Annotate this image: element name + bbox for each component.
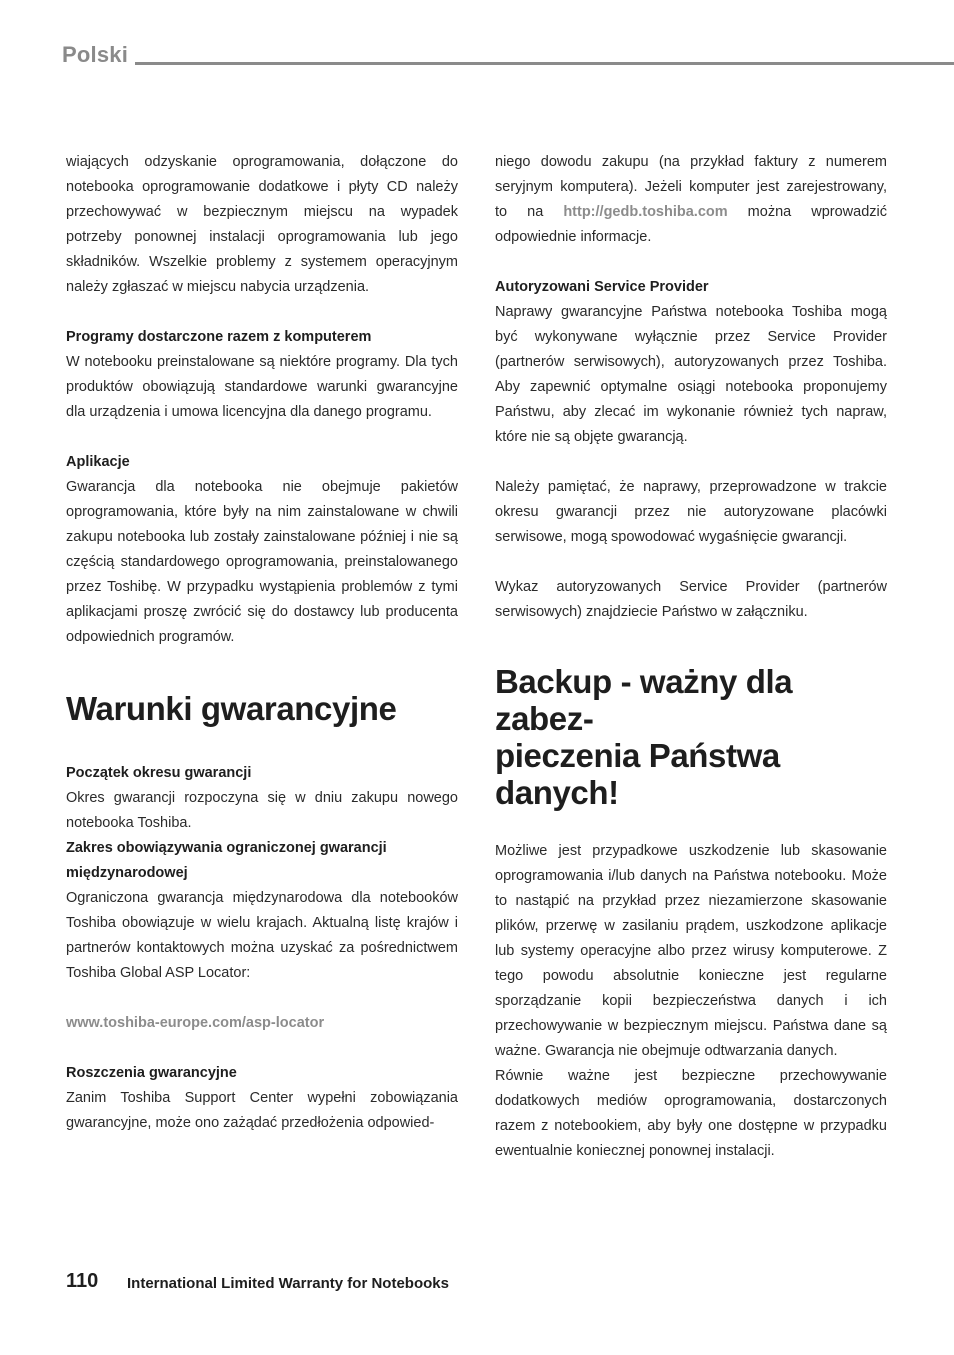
claims-paragraph: Zanim Toshiba Support Center wypełni zobowiązania gwarancyjne, może ono zażądać przedłożenia odpowied- [66, 1090, 458, 1131]
backup-paragraph-2: Równie ważne jest bezpieczne przechowywanie dodatkowych mediów oprogramowania, dostarczonych razem z notebookiem, aby były one dostępne w przypadku ewentualnie koniecznej ponownej instalacji. [495, 1068, 887, 1159]
asp-paragraph: Naprawy gwarancyjne Państwa notebooka Toshiba mogą być wykonywane wyłącznie przez Service Provider (partnerów serwisowych), autoryzowanych przez Toshiba. Aby zapewnić optymalne osiągi notebooka proponujemy Państwu, aby zlecać im wykonanie również tych napraw, które nie są objęte gwarancją. [495, 304, 887, 445]
apps-heading: Aplikacje [66, 454, 130, 470]
proof-paragraph: niego dowodu zakupu (na przykład faktury z numerem seryjnym komputera). Jeżeli komputer jest zarejestrowany, to na http://gedb.toshiba.com można wprowadzić odpowiednie informacje. [495, 154, 887, 245]
page-header [62, 42, 954, 72]
note-paragraph: Należy pamiętać, że naprawy, przeprowadzone w trakcie okresu gwarancji przez nie autoryzowane placówki serwisowe, mogą spowodować wygaśnięcie gwarancji. [495, 479, 887, 545]
right-column [495, 150, 887, 1164]
backup-paragraph-1: Możliwe jest przypadkowe uszkodzenie lub skasowanie oprogramowania i/lub danych na Państwa notebooku. Może to nastąpić na przykład przez niezamierzone skasowanie plików, przerwę w zasilaniu prądem, uszkodzone aplikacje lub systemy operacyjne albo przez wirusy komputerowe. Z tego powodu absolutnie konieczne jest regularne sporządzanie kopii bezpieczeństwa danych i ich przechowywanie w bezpiecznym miejscu. Państwa dane są ważne. Gwarancja nie obejmuje odtwarzania danych. [495, 843, 887, 1059]
footer-title: International Limited Warranty for Notebooks [127, 1275, 449, 1292]
backup-section-title: Backup - ważny dla zabez- pieczenia Państwa danych! [495, 663, 793, 811]
start-paragraph: Okres gwarancji rozpoczyna się w dniu zakupu nowego notebooka Toshiba. [66, 790, 458, 831]
asp-heading: Autoryzowani Service Provider [495, 279, 709, 295]
list-paragraph: Wykaz autoryzowanych Service Provider (partnerów serwisowych) znajdziecie Państwo w załączniku. [495, 579, 887, 620]
start-heading: Początek okresu gwarancji [66, 765, 252, 781]
scope-paragraph: Ograniczona gwarancja międzynarodowa dla notebooków Toshiba obowiązuje w wielu krajach. Aktualną listę krajów i partnerów kontaktowych można uzyskać za pośrednictwem Toshiba Global ASP Locator: [66, 890, 458, 981]
programs-paragraph: W notebooku preinstalowane są niektóre programy. Dla tych produktów obowiązują standardowe warunki gwarancyjne dla urządzenia i umowa licencyjna dla danego programu. [66, 354, 458, 420]
page-number: 110 [66, 1270, 99, 1292]
warranty-section-title: Warunki gwarancyjne [66, 690, 397, 727]
claims-heading: Roszczenia gwarancyjne [66, 1065, 237, 1081]
language-label: Polski [62, 42, 129, 67]
left-column [66, 150, 458, 1136]
apps-paragraph: Gwarancja dla notebooka nie obejmuje pakietów oprogramowania, które były na nim zainstalowane w chwili zakupu notebooka lub zostały zainstalowane później i nie są częścią standardowego oprogramowania, preinstalowanego przez Toshibę. W przypadku wystąpienia problemów z tymi aplikacjami proszę zwrócić się do dostawcy lub producenta odpowiednich programów. [66, 479, 458, 645]
header-rule [135, 62, 954, 65]
intro-paragraph: wiających odzyskanie oprogramowania, dołączone do notebooka oprogramowanie dodatkowe i płyty CD należy przechowywać w bezpiecznym miejscu na wypadek potrzeby ponownej instalacji oprogramowania lub jego składników. Wszelkie problemy z systemem operacyjnym należy zgłaszać w miejscu nabycia urządzenia. [66, 154, 458, 295]
asp-locator-link[interactable]: www.toshiba-europe.com/asp-locator [66, 1015, 325, 1031]
scope-heading: Zakres obowiązywania ograniczonej gwarancji międzynarodowej [66, 840, 387, 881]
gedb-link[interactable]: http://gedb.toshiba.com [563, 204, 728, 220]
programs-heading: Programy dostarczone razem z komputerem [66, 329, 372, 345]
